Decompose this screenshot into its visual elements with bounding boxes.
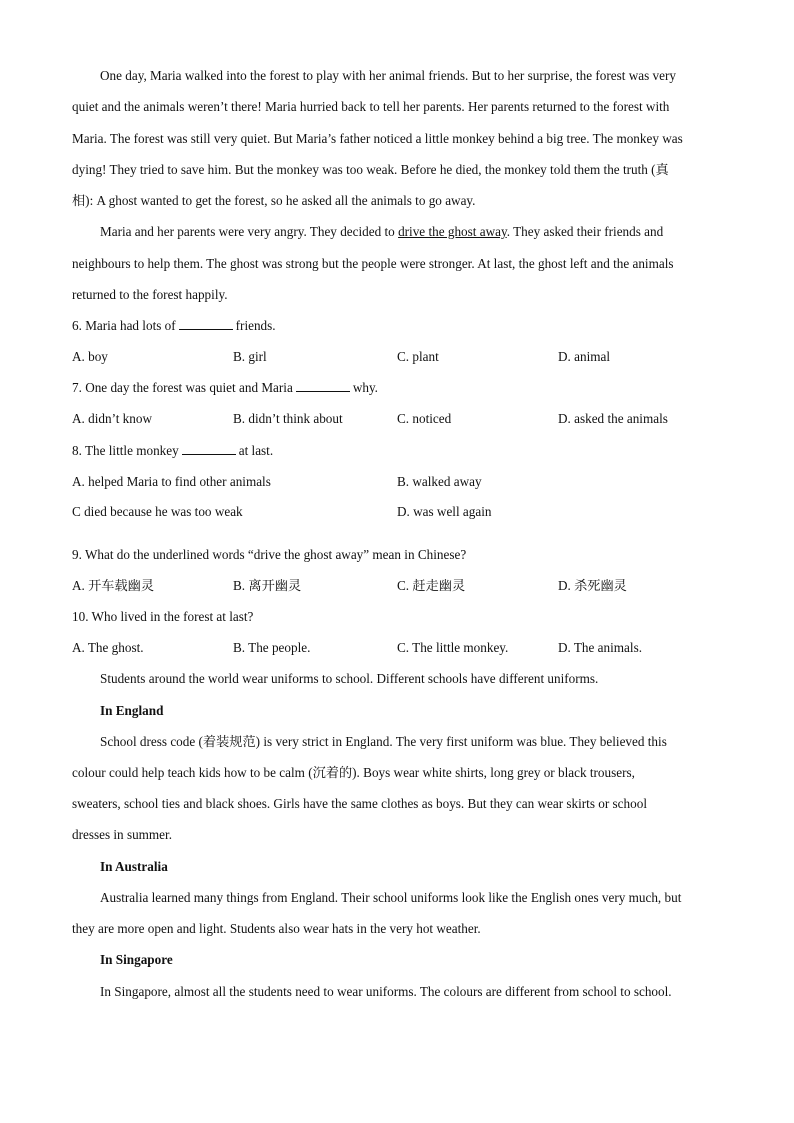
q6-option-c: C. plant: [397, 349, 439, 364]
q10-option-b: B. The people.: [233, 640, 311, 655]
q8-option-a: A. helped Maria to find other animals: [72, 474, 271, 489]
answer-blank: [179, 318, 233, 330]
q9-option-c: C. 赶走幽灵: [397, 578, 466, 593]
question-7-stem: 7. One day the forest was quiet and Maria why.: [72, 380, 378, 395]
p2-text-before: Maria and her parents were very angry. They decided to: [100, 224, 399, 239]
section-heading-england: In England: [100, 703, 164, 718]
question-10-stem: 10. Who lived in the forest at last?: [72, 609, 254, 624]
q8-option-d: D. was well again: [397, 504, 492, 519]
passage1-p1-line5: 相): A ghost wanted to get the forest, so he asked all the animals to go away.: [72, 193, 476, 208]
answer-blank: [296, 380, 350, 392]
q6-option-b: B. girl: [233, 349, 267, 364]
q9-option-a: A. 开车载幽灵: [72, 578, 155, 593]
q8-option-b: B. walked away: [397, 474, 482, 489]
question-6-stem: 6. Maria had lots of friends.: [72, 318, 276, 333]
underlined-phrase: drive the ghost away: [398, 224, 507, 239]
q7-option-a: A. didn’t know: [72, 411, 152, 426]
q7-option-b: B. didn’t think about: [233, 411, 343, 426]
passage1-p1-line4: dying! They tried to save him. But the monkey was too weak. Before he died, the monkey told them the truth (真: [72, 162, 669, 177]
section-heading-australia: In Australia: [100, 859, 168, 874]
australia-line2: they are more open and light. Students also wear hats in the very hot weather.: [72, 921, 481, 936]
q9-option-d: D. 杀死幽灵: [558, 578, 627, 593]
question-8-stem: 8. The little monkey at last.: [72, 443, 274, 458]
q7-option-d: D. asked the animals: [558, 411, 668, 426]
passage1-p2-line3: returned to the forest happily.: [72, 287, 228, 302]
q10-option-c: C. The little monkey.: [397, 640, 509, 655]
passage1-p1-line2: quiet and the animals weren’t there! Maria hurried back to tell her parents. Her parents returned to the forest with: [72, 99, 670, 114]
passage1-p2-line2: neighbours to help them. The ghost was strong but the people were stronger. At last, the ghost left and the animals: [72, 256, 674, 271]
australia-line1: Australia learned many things from England. Their school uniforms look like the English ones very much, but: [100, 890, 682, 905]
passage1-p2-line1: [100, 224, 663, 240]
england-line3: sweaters, school ties and black shoes. Girls have the same clothes as boys. But they can wear skirts or school: [72, 796, 647, 811]
q7-option-c: C. noticed: [397, 411, 452, 426]
q10-option-d: D. The animals.: [558, 640, 642, 655]
q6-option-a: A. boy: [72, 349, 108, 364]
q10-option-a: A. The ghost.: [72, 640, 144, 655]
q6-option-d: D. animal: [558, 349, 611, 364]
england-line1: School dress code (着装规范) is very strict in England. The very first uniform was blue. They believed this: [100, 734, 667, 749]
england-line2: colour could help teach kids how to be calm (沉着的). Boys wear white shirts, long grey or black trousers,: [72, 765, 635, 780]
passage1-p1-line3: Maria. The forest was still very quiet. But Maria’s father noticed a little monkey behind a big tree. The monkey was: [72, 131, 683, 146]
passage1-p1-line1: One day, Maria walked into the forest to play with her animal friends. But to her surprise, the forest was very: [100, 68, 676, 83]
answer-blank: [182, 443, 236, 455]
q9-option-b: B. 离开幽灵: [233, 578, 302, 593]
england-line4: dresses in summer.: [72, 827, 172, 842]
q8-option-c: C died because he was too weak: [72, 504, 243, 519]
singapore-line1: In Singapore, almost all the students need to wear uniforms. The colours are different from school to school.: [100, 984, 672, 999]
passage2-intro: Students around the world wear uniforms to school. Different schools have different uniforms.: [100, 671, 599, 686]
p2-text-after: . They asked their friends and: [506, 224, 664, 239]
question-9-stem: 9. What do the underlined words “drive the ghost away” mean in Chinese?: [72, 547, 467, 562]
section-heading-singapore: In Singapore: [100, 952, 173, 967]
